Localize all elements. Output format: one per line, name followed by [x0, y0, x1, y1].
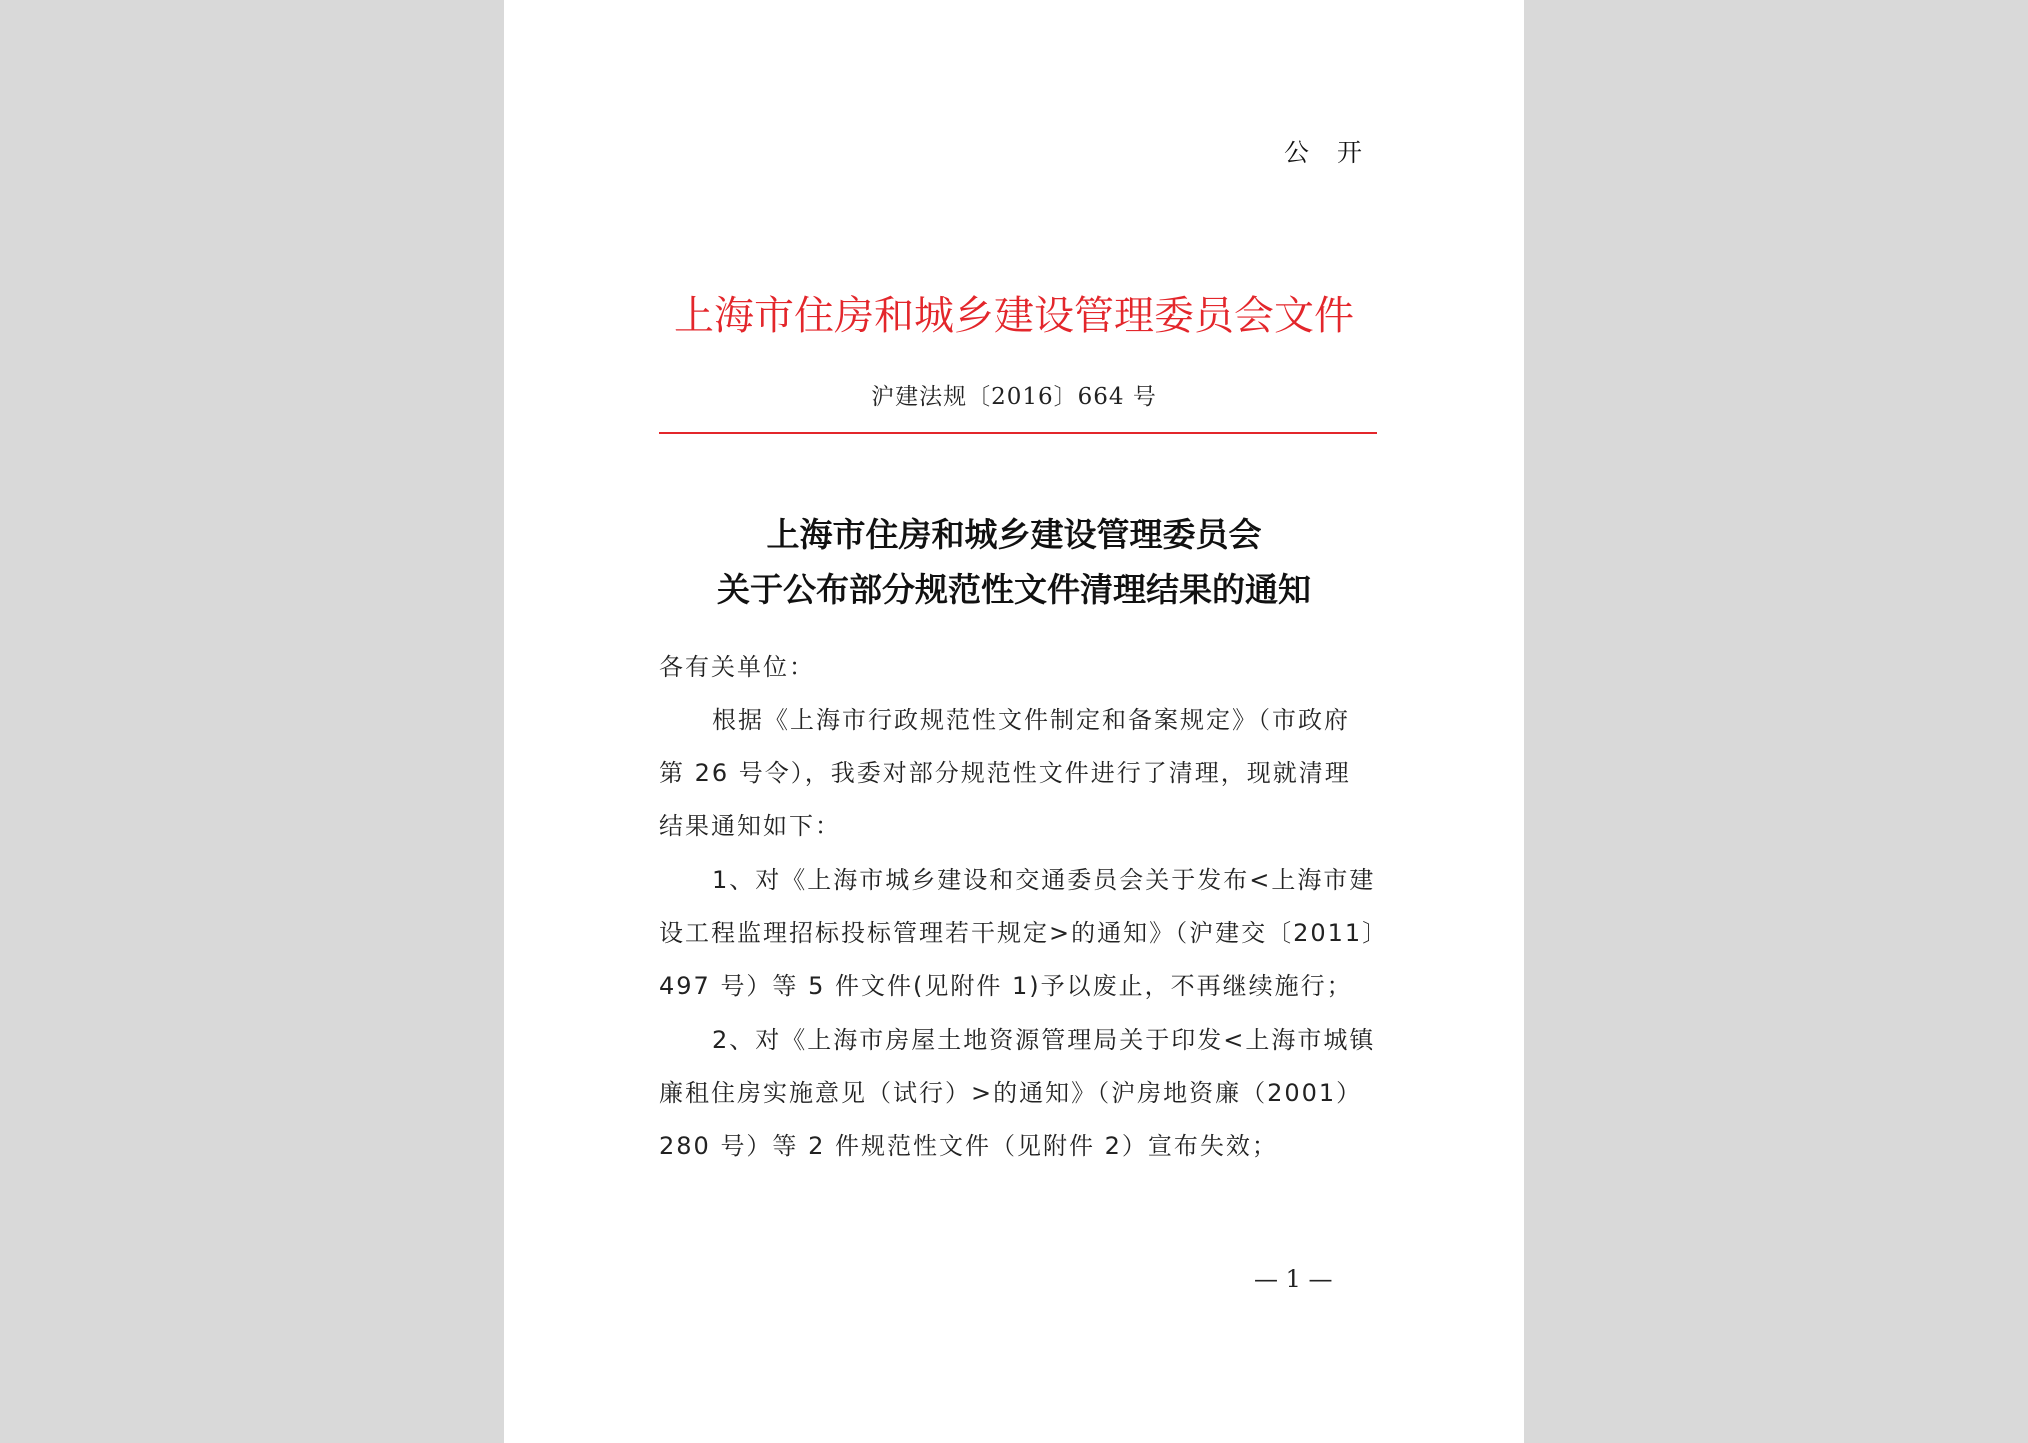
body-line: 设工程监理招标投标管理若干规定>的通知》（沪建交〔2011〕 [659, 919, 1389, 947]
body-line: 1、对《上海市城乡建设和交通委员会关于发布<上海市建 [712, 866, 1376, 894]
body-line: 结果通知如下： [659, 812, 841, 840]
body-line: 2、对《上海市房屋土地资源管理局关于印发<上海市城镇 [712, 1026, 1376, 1054]
notice-title-line-1: 上海市住房和城乡建设管理委员会 [766, 515, 1262, 554]
issuer-letterhead: 上海市住房和城乡建设管理委员会文件 [674, 293, 1354, 339]
body-line: 497 号）等 5 件文件(见附件 1)予以废止，不再继续施行； [659, 972, 1353, 1000]
document-number: 沪建法规〔2016〕664 号 [871, 384, 1157, 410]
body-line: 廉租住房实施意见（试行）>的通知》（沪房地资廉（2001） [659, 1079, 1363, 1107]
body-line: 根据《上海市行政规范性文件制定和备案规定》（市政府 [712, 706, 1350, 734]
classification-label: 公 开 [1284, 138, 1372, 167]
notice-title-line-2: 关于公布部分规范性文件清理结果的通知 [717, 570, 1311, 609]
document-page [504, 0, 1524, 1443]
salutation: 各有关单位： [659, 653, 815, 681]
page-number-text: — 1 — [1254, 1265, 1333, 1293]
body-line: 280 号）等 2 件规范性文件（见附件 2）宣布失效； [659, 1132, 1278, 1160]
red-divider [659, 432, 1377, 434]
body-line: 第 26 号令），我委对部分规范性文件进行了清理，现就清理 [659, 759, 1351, 787]
